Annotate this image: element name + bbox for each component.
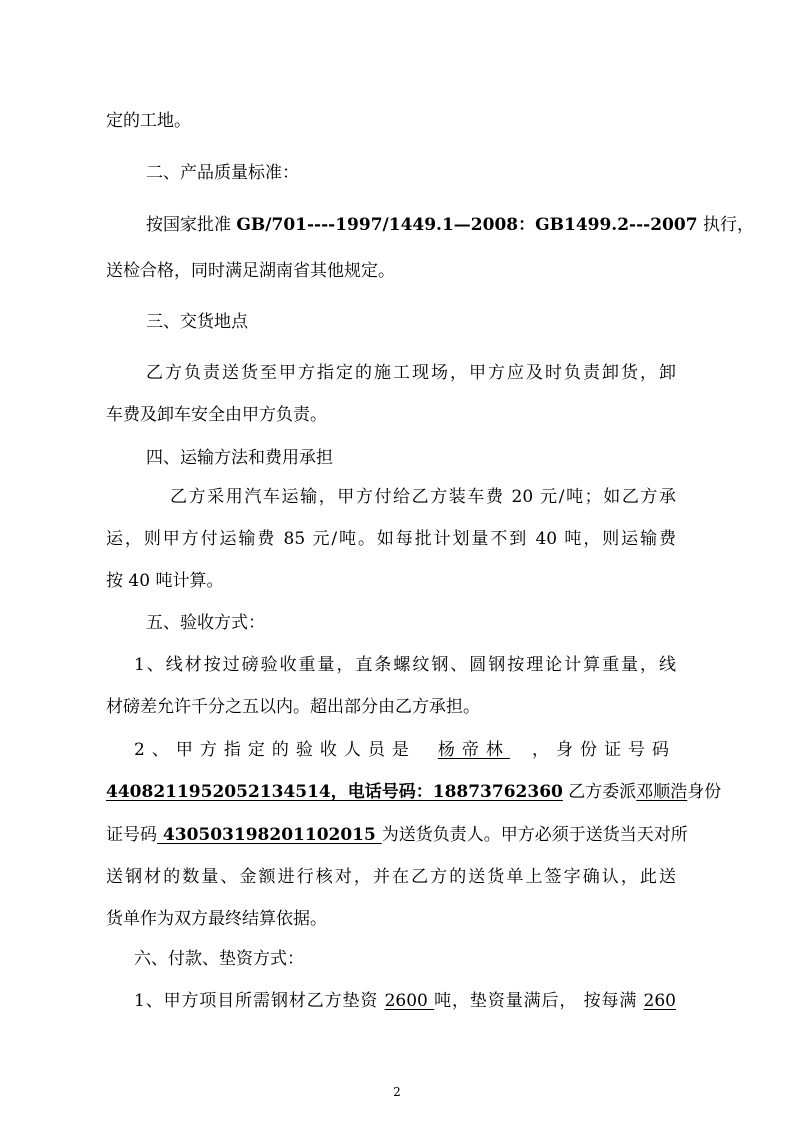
standard-codes: GB/701----1997/1449.1—2008：GB1499.2---2007 (236, 215, 698, 235)
paragraph-line: 送钢材的数量、金额进行核对，并在乙方的送货单上签字确认，此送 (106, 867, 676, 887)
inspector-id-phone: 440821195205213451​4，电话号码：18873762360 (106, 782, 563, 802)
paragraph-line: 按 40 吨计算。 (106, 571, 224, 591)
delivery-person-id: 430503198201102015 (157, 825, 382, 845)
section-heading-quality: 二、产品质量标准： (146, 163, 299, 183)
payment-threshold: 260 (643, 991, 676, 1011)
section-heading-inspection: 五、验收方式： (146, 613, 265, 633)
paragraph-line: 1、线材按过磅验收重量，直条螺纹钢、圆钢按理论计算重量，线 (134, 655, 676, 675)
page-number: 2 (393, 1085, 401, 1099)
paragraph-line: 定的工地。 (106, 111, 191, 131)
paragraph-line: 1、甲方项目所需钢材乙方垫资 2600 吨，垫资量满后， 按每满 260 (134, 991, 676, 1011)
paragraph-line: 乙方采用汽车运输，甲方付给乙方装车费 20 元/吨；如乙方承 (170, 487, 676, 507)
inspector-name: 杨帝林 (437, 740, 510, 760)
paragraph-line: 按国家批准 GB/701----1997/1449.1—2008：GB1499.2---2007 执行， (146, 215, 754, 235)
paragraph-line: 2、甲方指定的验收人员是 杨帝林 ，身份证号码 (134, 735, 676, 760)
paragraph-line: 材磅差允许千分之五以内。超出部分由乙方承担。 (106, 697, 480, 717)
paragraph-line: 乙方负责送货至甲方指定的施工现场，甲方应及时负责卸货，卸 (146, 363, 676, 383)
paragraph-line: 运，则甲方付运输费 85 元/吨。如每批计划量不到 40 吨，则运输费 (106, 529, 676, 549)
paragraph-line: 440821195205213451​4，电话号码：18873762360 乙方委派邓顺浩身份 (106, 782, 722, 802)
advance-tonnage: 2600 (384, 991, 435, 1011)
paragraph-line: 货单作为双方最终结算依据。 (106, 909, 327, 929)
paragraph-line: 证号码 430503198201102015 为送货负责人。甲方必须于送货当天对所 (106, 825, 688, 845)
section-heading-payment: 六、付款、垫资方式： (134, 949, 304, 969)
delivery-person-name: 邓顺浩 (636, 782, 688, 802)
paragraph-line: 送检合格，同时满足湖南省其他规定。 (106, 261, 395, 281)
section-heading-delivery: 三、交货地点 (146, 312, 248, 332)
section-heading-transport: 四、运输方法和费用承担 (146, 448, 333, 468)
paragraph-line: 车费及卸车安全由甲方负责。 (106, 405, 327, 425)
